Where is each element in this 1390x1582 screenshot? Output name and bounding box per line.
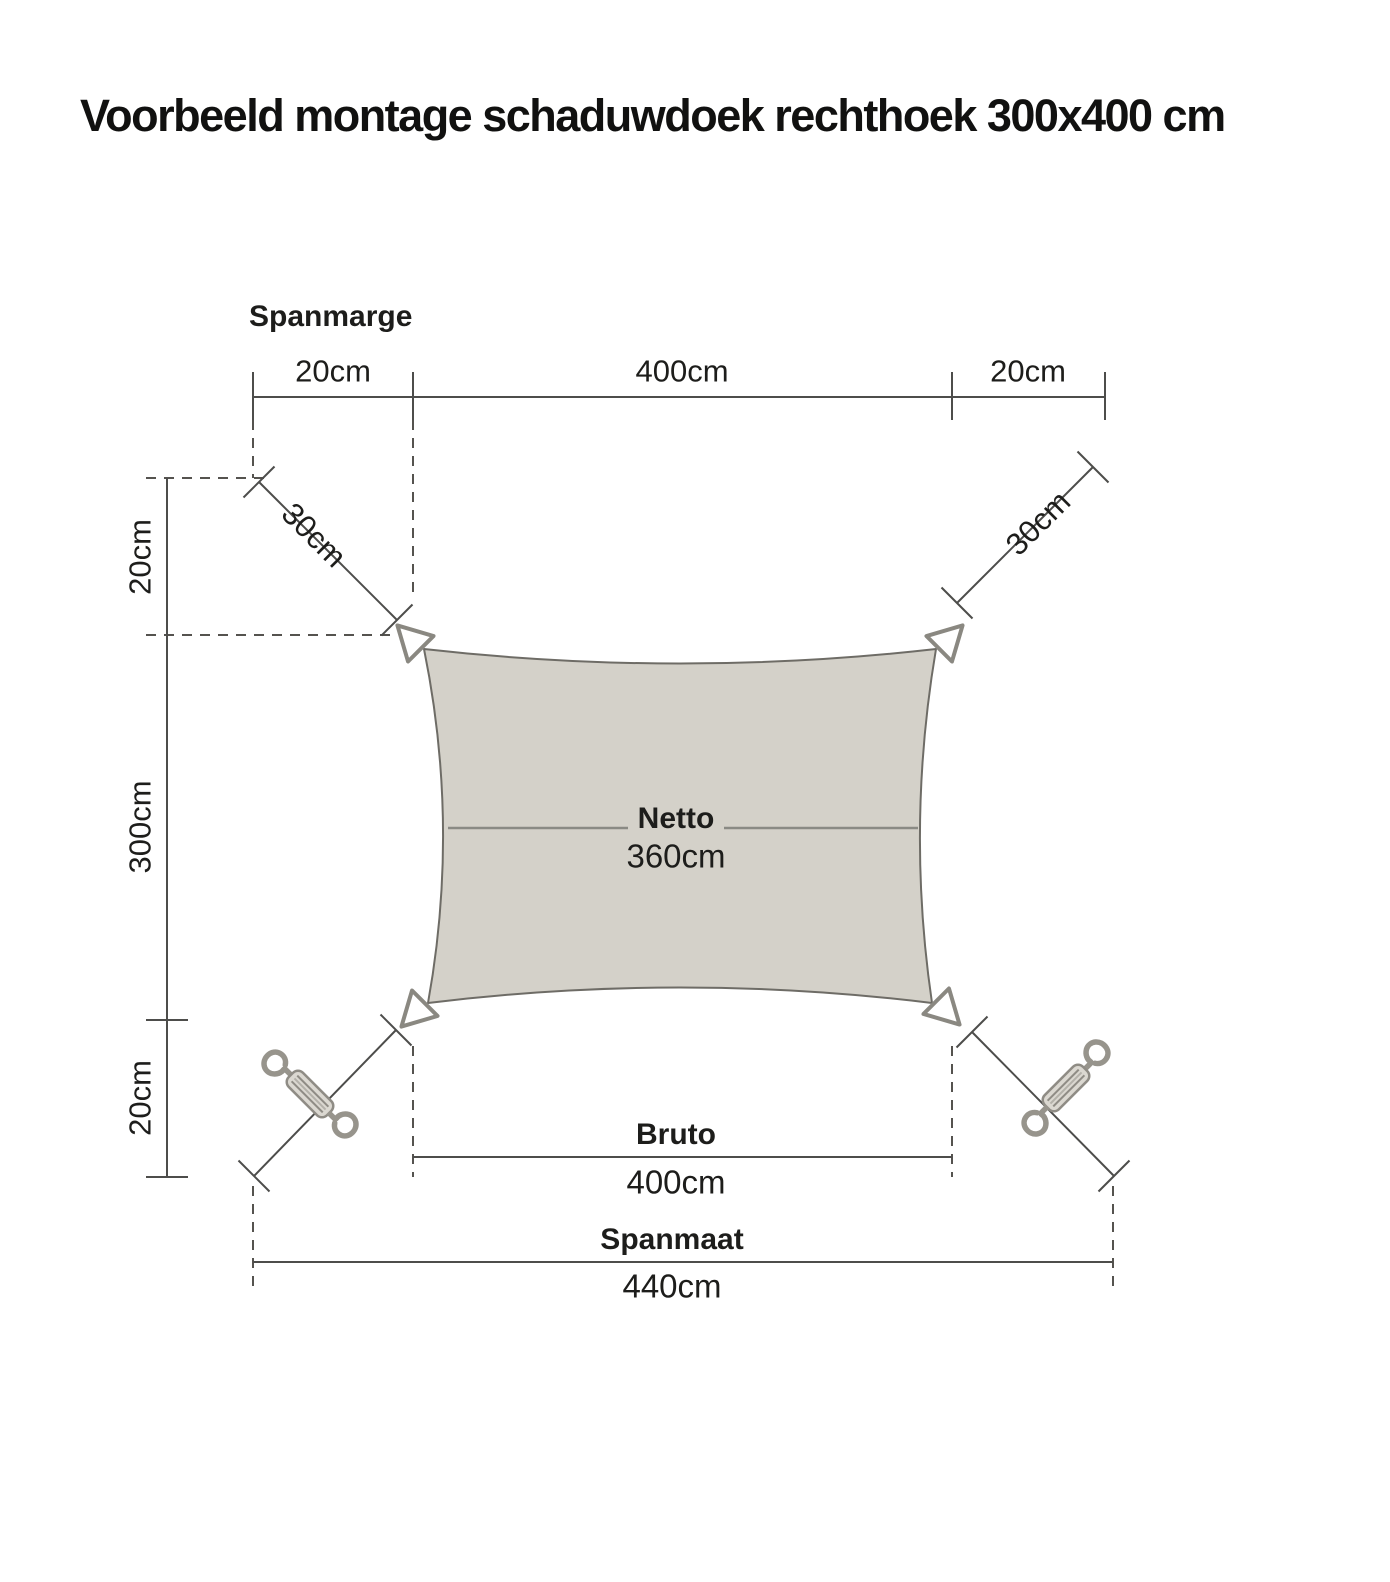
bruto-label: Bruto xyxy=(636,1118,716,1151)
left-dim-top-margin: 20cm xyxy=(122,519,158,595)
turnbuckle-icon-left xyxy=(259,1043,360,1144)
top-dim-width: 400cm xyxy=(635,353,729,389)
spanmaat-value: 440cm xyxy=(622,1267,722,1305)
page-title: Voorbeeld montage schaduwdoek rechthoek 300x400 cm xyxy=(80,90,1225,141)
left-dim-bottom-margin: 20cm xyxy=(122,1060,158,1136)
spanmarge-label: Spanmarge xyxy=(249,300,413,333)
spanmaat-label: Spanmaat xyxy=(600,1223,744,1256)
turnbuckle-icon-right xyxy=(1015,1037,1116,1138)
projection-dashed-lines-top xyxy=(146,420,413,635)
left-dim-height: 300cm xyxy=(122,780,158,874)
corner-offset-label-right: 30cm xyxy=(998,483,1078,563)
bruto-value: 400cm xyxy=(626,1163,726,1201)
netto-label: Netto xyxy=(637,802,715,835)
corner-offset-label-left: 30cm xyxy=(274,495,354,575)
netto-value: 360cm xyxy=(626,837,726,875)
top-dim-left-margin: 20cm xyxy=(295,353,371,389)
top-dim-right-margin: 20cm xyxy=(990,353,1066,389)
